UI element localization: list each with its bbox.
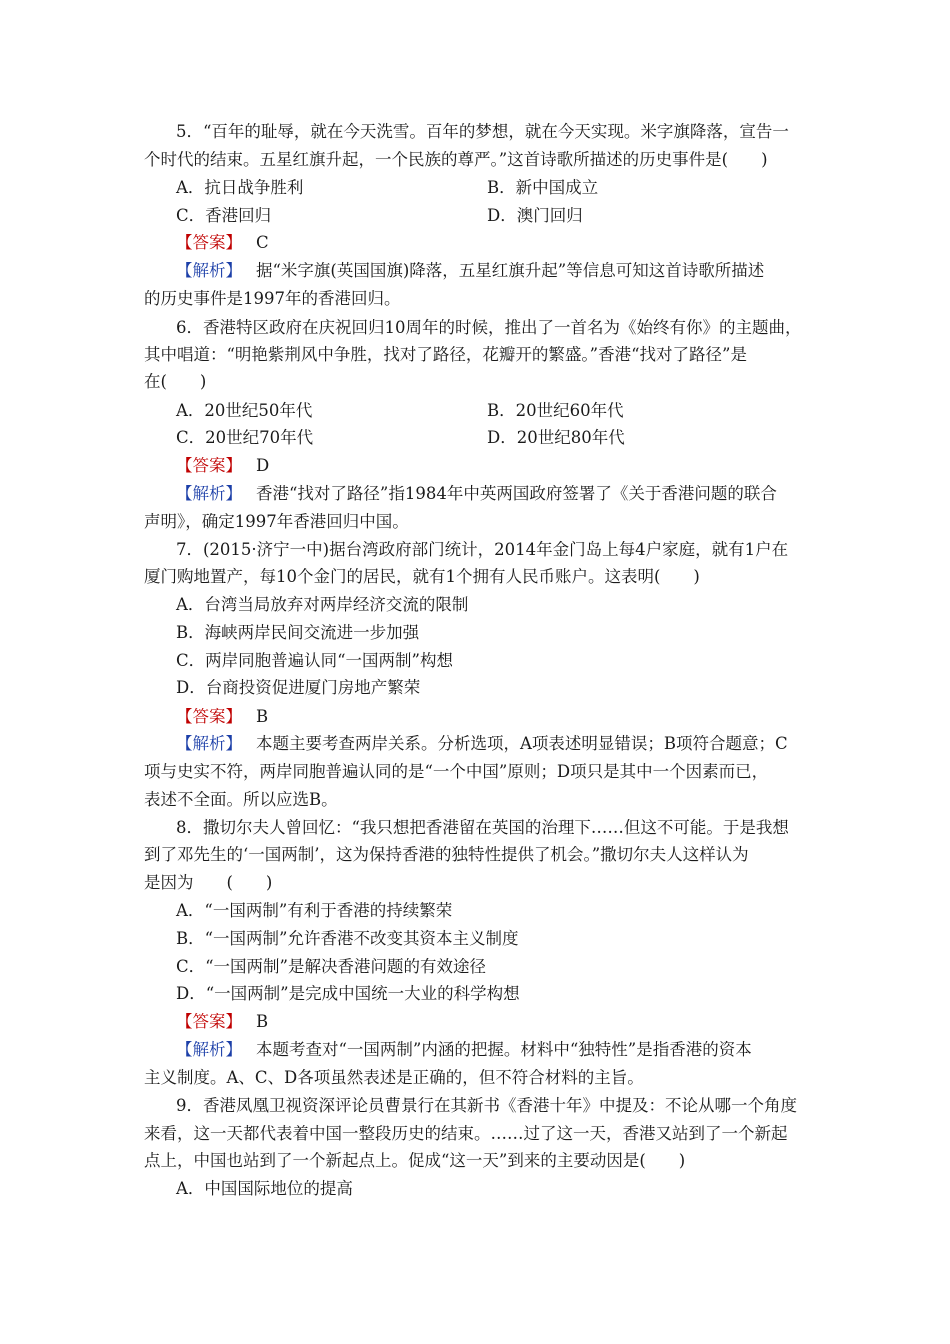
question-6-option-a: A．20世纪50年代 (176, 401, 313, 420)
question-7-option-a: A．台湾当局放弃对两岸经济交流的限制 (176, 595, 469, 614)
question-8-analysis-line-1 (176, 1040, 752, 1060)
answer-value: B (256, 1012, 269, 1031)
question-5-analysis-line-2: 的历史事件是1997年的香港回归。 (144, 289, 401, 308)
question-6-analysis-line-2: 声明》，确定1997年香港回归中国。 (144, 512, 409, 531)
question-5-option-a: A．抗日战争胜利 (176, 178, 304, 197)
question-8-option-c: C．“一国两制”是解决香港问题的有效途径 (176, 957, 486, 976)
analysis-text: 本题考查对“一国两制”内涵的把握。材料中“独特性”是指香港的资本 (256, 1040, 752, 1059)
question-6-stem-line-2: 其中唱道：“明艳紫荆风中争胜，找对了路径，花瓣开的繁盛。”香港“找对了路径”是 (144, 345, 747, 364)
analysis-text: 本题主要考查两岸关系。分析选项，A项表述明显错误；B项符合题意；C (256, 734, 788, 753)
question-7-analysis-line-1 (176, 734, 788, 754)
question-6-option-b: B．20世纪60年代 (487, 401, 624, 420)
answer-value: D (256, 456, 270, 475)
question-8-stem-line-2: 到了邓先生的‘一国两制’，这为保持香港的独特性提供了机会。”撒切尔夫人这样认为 (144, 845, 749, 864)
analysis-text: 据“米字旗(英国国旗)降落，五星红旗升起”等信息可知这首诗歌所描述 (256, 261, 765, 280)
analysis-label: 【解析】 (176, 734, 242, 753)
question-8-answer (176, 1012, 268, 1032)
question-6-analysis-line-1 (176, 484, 777, 504)
question-6-answer (176, 456, 269, 476)
analysis-label: 【解析】 (176, 1040, 242, 1059)
question-6-stem-line-1: 6．香港特区政府在庆祝回归10周年的时候，推出了一首名为《始终有你》的主题曲， (176, 318, 802, 337)
answer-label: 【答案】 (176, 1012, 242, 1031)
question-5-option-c: C．香港回归 (176, 206, 272, 225)
question-5-option-d: D．澳门回归 (487, 206, 583, 225)
analysis-label: 【解析】 (176, 484, 242, 503)
question-8-option-d: D．“一国两制”是完成中国统一大业的科学构想 (176, 984, 520, 1003)
question-9-stem-line-2: 来看，这一天都代表着中国一整段历史的结束。……过了这一天，香港又站到了一个新起 (144, 1124, 788, 1143)
answer-label: 【答案】 (176, 456, 242, 475)
question-8-option-a: A．“一国两制”有利于香港的持续繁荣 (176, 901, 453, 920)
answer-value: C (256, 233, 269, 252)
answer-label: 【答案】 (176, 707, 242, 726)
question-5-answer (176, 233, 269, 253)
question-5-option-b: B．新中国成立 (487, 178, 599, 197)
question-7-stem-line-2: 厦门购地置产，每10个金门的居民，就有1个拥有人民币账户。这表明( ) (144, 567, 700, 586)
analysis-text: 香港“找对了路径”指1984年中英两国政府签署了《关于香港问题的联合 (256, 484, 777, 503)
question-8-analysis-line-2: 主义制度。A、C、D各项虽然表述是正确的，但不符合材料的主旨。 (144, 1068, 644, 1087)
answer-label: 【答案】 (176, 233, 242, 252)
analysis-label: 【解析】 (176, 261, 242, 280)
question-8-option-b: B．“一国两制”允许香港不改变其资本主义制度 (176, 929, 519, 948)
question-7-analysis-line-3: 表述不全面。所以应选B。 (144, 790, 338, 809)
question-7-answer (176, 707, 268, 727)
question-9-stem-line-3: 点上，中国也站到了一个新起点上。促成“这一天”到来的主要动因是( ) (144, 1151, 686, 1170)
question-5-stem-line-1: 5．“百年的耻辱，就在今天洗雪。百年的梦想，就在今天实现。米字旗降落，宣告一 (176, 122, 789, 141)
question-5-stem-line-2: 个时代的结束。五星红旗升起，一个民族的尊严。”这首诗歌所描述的历史事件是( ) (144, 150, 768, 169)
answer-value: B (256, 707, 269, 726)
question-9-stem-line-1: 9．香港凤凰卫视资深评论员曹景行在其新书《香港十年》中提及：不论从哪一个角度 (176, 1096, 797, 1115)
question-8-stem-line-3: 是因为 ( ) (144, 873, 273, 892)
question-8-stem-line-1: 8．撒切尔夫人曾回忆：“我只想把香港留在英国的治理下……但这不可能。于是我想 (176, 818, 789, 837)
question-6-option-d: D．20世纪80年代 (487, 428, 625, 447)
question-7-stem-line-1: 7．(2015·济宁一中)据台湾政府部门统计，2014年金门岛上每4户家庭，就有1户在 (176, 540, 789, 559)
question-5-analysis-line-1 (176, 261, 764, 281)
question-7-option-c: C．两岸同胞普遍认同“一国两制”构想 (176, 651, 453, 670)
question-6-option-c: C．20世纪70年代 (176, 428, 314, 447)
question-9-option-a: A．中国国际地位的提高 (176, 1179, 353, 1198)
question-7-option-d: D．台商投资促进厦门房地产繁荣 (176, 678, 421, 697)
question-6-stem-line-3: 在( ) (144, 372, 207, 391)
question-7-analysis-line-2: 项与史实不符，两岸同胞普遍认同的是“一个中国”原则；D项只是其中一个因素而已， (144, 762, 769, 781)
question-7-option-b: B．海峡两岸民间交流进一步加强 (176, 623, 420, 642)
